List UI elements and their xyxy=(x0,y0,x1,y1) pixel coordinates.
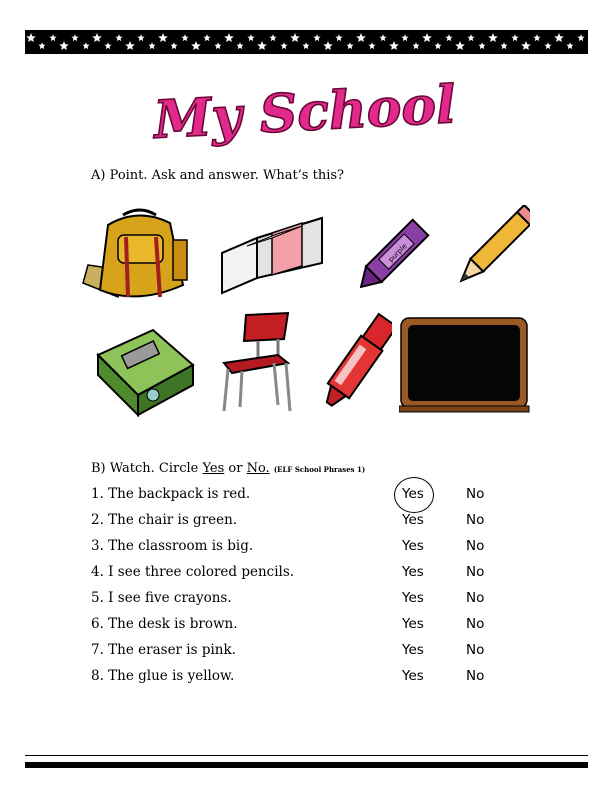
star-shape xyxy=(401,34,408,41)
star-shape xyxy=(224,33,234,42)
section-a-heading: A) Point. Ask and answer. What’s this? xyxy=(91,168,345,183)
star-shape xyxy=(59,41,69,50)
star-shape xyxy=(488,33,498,42)
star-shape xyxy=(125,41,135,50)
star-shape xyxy=(92,33,102,42)
pencil-picture xyxy=(452,205,530,297)
bottom-rule-thin xyxy=(25,755,588,756)
star-shape xyxy=(368,42,375,49)
no-option-8[interactable]: No xyxy=(466,668,485,684)
crayon-label: purple xyxy=(387,242,409,264)
statement-5: 5. I see five crayons. xyxy=(91,590,232,606)
no-option-6[interactable]: No xyxy=(466,616,485,632)
star-shape xyxy=(191,41,201,50)
eraser-picture xyxy=(217,208,329,300)
backpack-picture xyxy=(78,205,200,305)
no-option-5[interactable]: No xyxy=(466,590,485,606)
statement-7: 7. The eraser is pink. xyxy=(91,642,236,658)
yes-option-4[interactable]: Yes xyxy=(402,564,424,580)
star-shape xyxy=(269,34,276,41)
star-shape xyxy=(49,34,56,41)
star-shape xyxy=(236,42,243,49)
no-option-3[interactable]: No xyxy=(466,538,485,554)
section-b-heading xyxy=(91,461,365,476)
section-b-prefix: B) Watch. Circle xyxy=(91,461,203,476)
star-shape xyxy=(554,33,564,42)
star-shape xyxy=(148,42,155,49)
no-word: No. xyxy=(246,461,270,476)
page-title xyxy=(150,72,460,152)
star-shape xyxy=(412,42,419,49)
star-shape xyxy=(170,42,177,49)
statement-3: 3. The classroom is big. xyxy=(91,538,254,554)
yes-option-1[interactable]: Yes xyxy=(402,486,424,502)
statement-1: 1. The backpack is red. xyxy=(91,486,251,502)
star-shape xyxy=(71,34,78,41)
star-shape xyxy=(203,34,210,41)
chair-picture xyxy=(218,311,294,415)
star-shape xyxy=(158,33,168,42)
no-option-7[interactable]: No xyxy=(466,642,485,658)
star-shape xyxy=(379,34,386,41)
yes-option-7[interactable]: Yes xyxy=(402,642,424,658)
no-option-1[interactable]: No xyxy=(466,486,485,502)
no-option-2[interactable]: No xyxy=(466,512,485,528)
star-shape xyxy=(566,42,573,49)
star-shape xyxy=(346,42,353,49)
star-shape xyxy=(422,33,432,42)
statement-6: 6. The desk is brown. xyxy=(91,616,238,632)
star-shape xyxy=(26,33,36,42)
marker-picture xyxy=(320,312,392,416)
yes-option-5[interactable]: Yes xyxy=(402,590,424,606)
star-shape xyxy=(181,34,188,41)
star-shape xyxy=(137,34,144,41)
star-shape xyxy=(533,34,540,41)
yes-option-3[interactable]: Yes xyxy=(402,538,424,554)
star-shape xyxy=(323,41,333,50)
star-shape xyxy=(313,34,320,41)
star-shape xyxy=(335,34,342,41)
crayon-picture xyxy=(345,204,445,302)
chalkboard-picture xyxy=(399,316,531,415)
star-shape xyxy=(467,34,474,41)
source-note: (ELF School Phrases 1) xyxy=(273,465,366,474)
star-shape xyxy=(356,33,366,42)
star-shape xyxy=(544,42,551,49)
star-shape xyxy=(521,41,531,50)
star-shape xyxy=(445,34,452,41)
yes-option-8[interactable]: Yes xyxy=(402,668,424,684)
star-border xyxy=(25,30,588,54)
no-option-4[interactable]: No xyxy=(466,564,485,580)
yes-word: Yes xyxy=(202,461,225,476)
bottom-rule-thick xyxy=(25,762,588,768)
star-shape xyxy=(511,34,518,41)
statement-4: 4. I see three colored pencils. xyxy=(91,564,295,580)
star-shape xyxy=(257,41,267,50)
star-shape xyxy=(82,42,89,49)
star-shape xyxy=(302,42,309,49)
star-shape xyxy=(290,33,300,42)
star-shape xyxy=(455,41,465,50)
statement-8: 8. The glue is yellow. xyxy=(91,668,235,684)
star-shape xyxy=(247,34,254,41)
yes-option-2[interactable]: Yes xyxy=(402,512,424,528)
sharpener-picture xyxy=(93,320,199,418)
star-shape xyxy=(389,41,399,50)
star-shape xyxy=(434,42,441,49)
or-word: or xyxy=(224,461,247,476)
star-shape xyxy=(577,34,584,41)
star-shape xyxy=(38,42,45,49)
title-text: My School xyxy=(152,74,458,151)
star-shape xyxy=(104,42,111,49)
star-shape xyxy=(478,42,485,49)
star-shape xyxy=(280,42,287,49)
yes-option-6[interactable]: Yes xyxy=(402,616,424,632)
star-shape xyxy=(500,42,507,49)
star-shape xyxy=(115,34,122,41)
statement-2: 2. The chair is green. xyxy=(91,512,238,528)
star-shape xyxy=(214,42,221,49)
